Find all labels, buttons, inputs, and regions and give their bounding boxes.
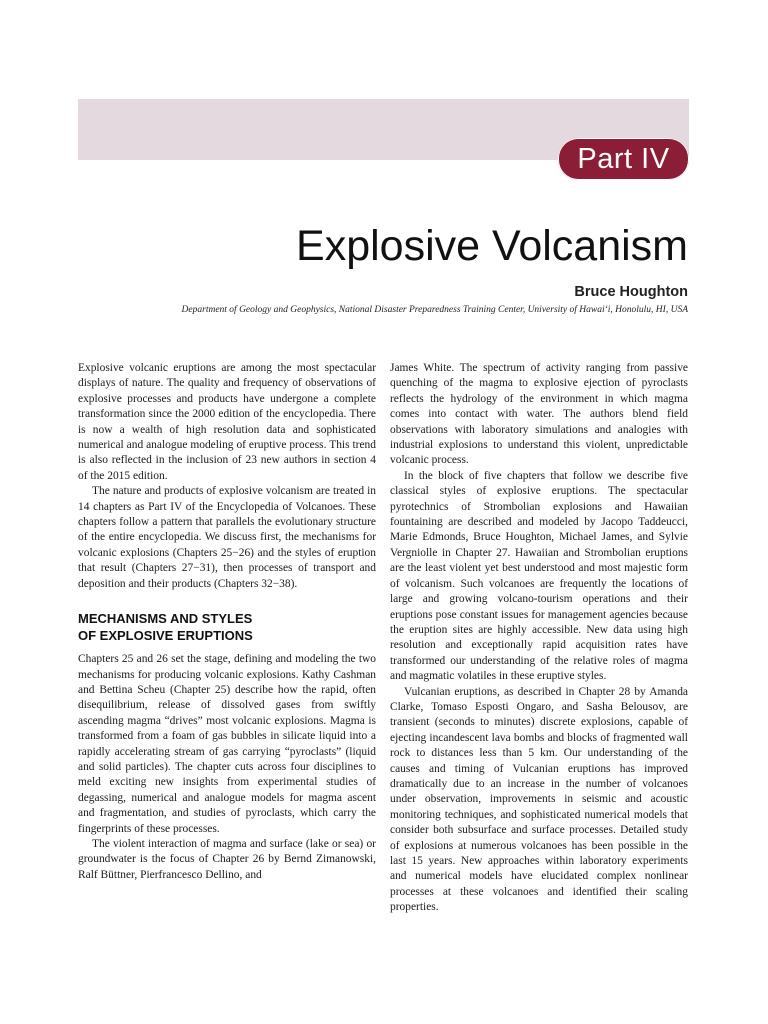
paragraph: Vulcanian eruptions, as described in Chapter 28 by Amanda Clarke, Tomaso Esposti Ongaro, and Sasha Belousov, are transient (seconds to minutes) discrete explosions, capable of ejecting incandescent lava bombs and blocks of fragmented wall rock to distances less than 5 km. Our understanding of the causes and timing of Vulcanian eruptions has improved dramatically due to an increase in the number of volcanoes under observation, improvements in seismic and acoustic monitoring techniques, and sophisticated numerical models that consider both subsurface and surface processes. Detailed study of explosions at numerous volcanoes has been possible in the last 15 years. New approaches within laboratory experiments and numerical models have elucidated complex nonlinear processes at these volcanoes and identified their scaling properties. [390,685,688,914]
part-label: Part IV [577,142,670,175]
right-column [390,361,688,916]
page-title: Explosive Volcanism [296,222,688,270]
part-badge [558,138,689,180]
paragraph: In the block of five chapters that follow we describe five classical styles of explosive eruptions. The spectacular pyrotechnics of Strombolian explosions and Hawaiian fountaining are described and modeled by Jacopo Taddeucci, Marie Edmonds, Bruce Houghton, Michael James, and Sylvie Vergniolle in Chapter 27. Hawaiian and Strombolian eruptions are the least violent yet best understood and most majestic form of volcanism. Such volcanoes are frequently the locations of large and growing volcano-tourism operations and their eruptions pose constant issues for management agencies because the eruption sites are highly accessible. New data using high resolution and exceptionally rapid acquisition rates have transformed our understanding of the relative roles of magma and magmatic volatiles in these eruptive styles. [390,469,688,683]
paragraph: Explosive volcanic eruptions are among the most spectacular displays of nature. The quality and frequency of observations of explosive processes and products have undergone a complete transformation since the 2000 edition of the encyclopedia. There is now a wealth of high resolution data and sophisticated numerical and analogue modeling of eruptive process. This trend is also reflected in the inclusion of 23 new authors in section 4 of the 2015 edition. [78,362,376,482]
left-column [78,361,376,883]
paragraph: The nature and products of explosive volcanism are treated in 14 chapters as Part IV of the Encyclopedia of Volcanoes. These chapters follow a pattern that parallels the evolutionary structure of the entire encyclopedia. We discuss first, the mechanisms for volcanic explosions (Chapters 25−26) and the styles of eruption that result (Chapters 27−31), then processes of transport and deposition and their products (Chapters 32−38). [78,485,376,590]
author-affiliation: Department of Geology and Geophysics, National Disaster Preparedness Training Center, University of Hawai‘i, Honolulu, HI, USA [181,305,688,315]
author-name: Bruce Houghton [574,284,688,300]
section-heading-line: OF EXPLOSIVE ERUPTIONS [78,628,253,644]
paragraph: James White. The spectrum of activity ranging from passive quenching of the magma to explosive ejection of pyroclasts reflects the hydrology of the environment in which magma comes into contact with water. The authors blend field observations with laboratory simulations and analogies with industrial explosions to understand this violent, unpredictable volcanic process. [390,362,688,467]
paragraph: Chapters 25 and 26 set the stage, defining and modeling the two mechanisms for producing volcanic explosions. Kathy Cashman and Bettina Scheu (Chapter 25) describe how the rapid, often disequilibrium, release of dissolved gases from swiftly ascending magma “drives” most volcanic explosions. Magma is transformed from a foam of gas bubbles in silicate liquid into a rapidly accelerating stream of gas carrying “pyroclasts” (liquid and solid particles). The chapter cuts across four disciplines to meld exciting new insights from experimental studies of degassing, numerical and analogue models for magma ascent and fragmentation, and studies of pyroclasts, which carry the fingerprints of these processes. [78,653,376,835]
paragraph: The violent interaction of magma and surface (lake or sea) or groundwater is the focus of Chapter 26 by Bernd Zimanowski, Ralf Büttner, Pierfrancesco Dellino, and [78,837,376,881]
section-heading-line: MECHANISMS AND STYLES [78,611,253,627]
section-heading [78,610,376,644]
